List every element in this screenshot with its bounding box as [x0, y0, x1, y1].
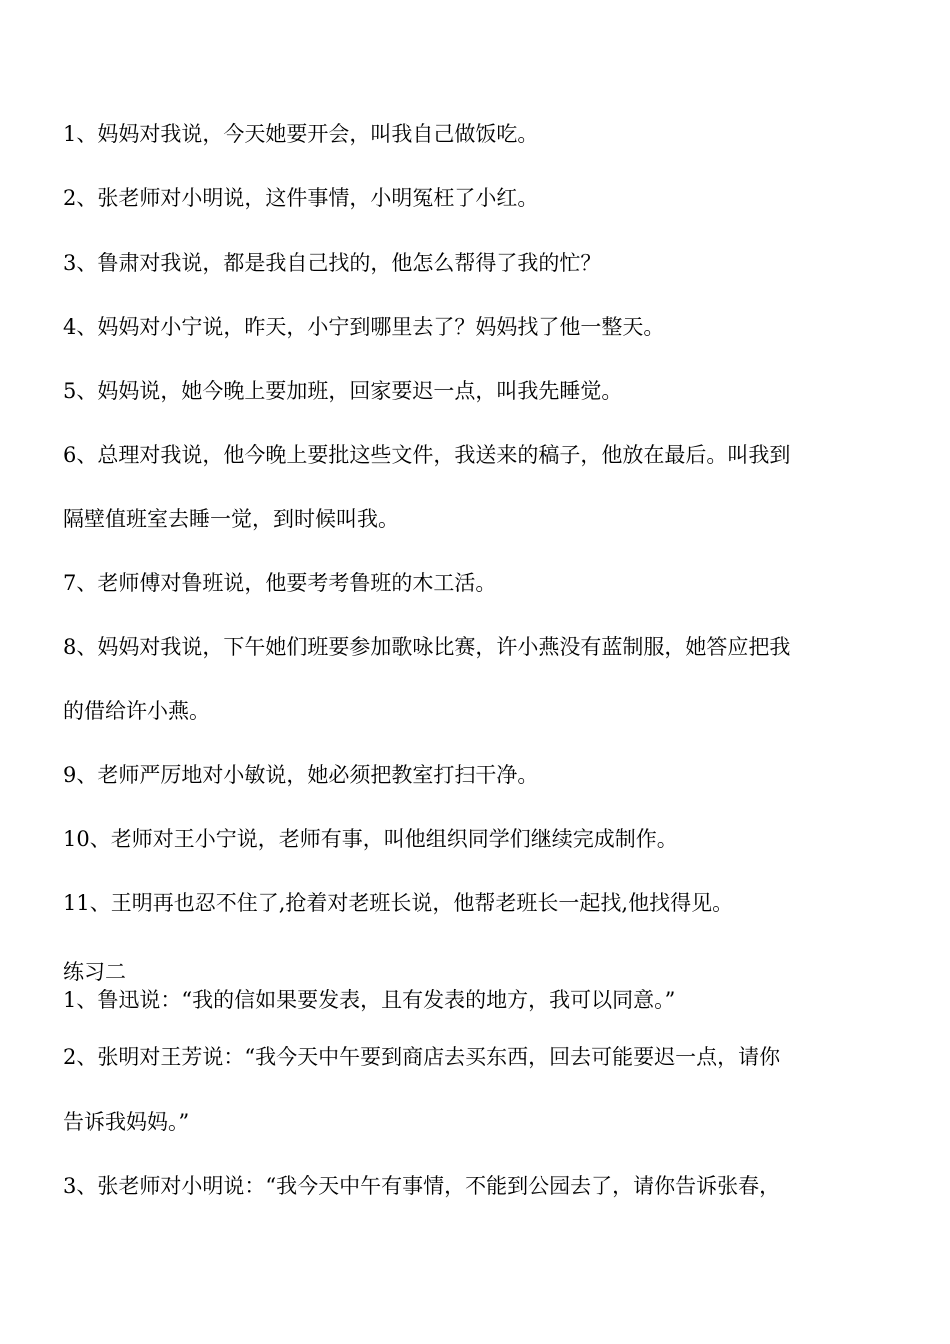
exercise-two-heading: 练习二 [63, 960, 126, 984]
exercise-one-item-8-cont: 的借给许小燕。 [63, 699, 210, 723]
exercise-one-item-3: 3、鲁肃对我说，都是我自己找的，他怎么帮得了我的忙？ [63, 251, 602, 275]
exercise-one-item-11: 11、王明再也忍不住了,抢着对老班长说，他帮老班长一起找,他找得见。 [63, 891, 734, 915]
exercise-one-item-4: 4、妈妈对小宁说，昨天，小宁到哪里去了？妈妈找了他一整天。 [63, 315, 665, 339]
exercise-one-item-6: 6、总理对我说，他今晚上要批这些文件，我送来的稿子，他放在最后。叫我到 [63, 443, 791, 467]
exercise-two-item-2: 2、张明对王芳说：“我今天中午要到商店去买东西，回去可能要迟一点，请你 [63, 1045, 781, 1069]
exercise-one-item-6-cont: 隔壁值班室去睡一觉，到时候叫我。 [63, 507, 399, 531]
exercise-one-item-9: 9、老师严厉地对小敏说，她必须把教室打扫干净。 [63, 763, 539, 787]
exercise-one-item-7: 7、老师傅对鲁班说，他要考考鲁班的木工活。 [63, 571, 497, 595]
exercise-one-item-1: 1、妈妈对我说，今天她要开会，叫我自己做饭吃。 [63, 122, 539, 146]
exercise-one-item-10: 10、老师对王小宁说，老师有事，叫他组织同学们继续完成制作。 [63, 827, 678, 851]
exercise-one-item-2: 2、张老师对小明说，这件事情，小明冤枉了小红。 [63, 186, 539, 210]
exercise-one-item-5: 5、妈妈说，她今晚上要加班，回家要迟一点，叫我先睡觉。 [63, 379, 623, 403]
exercise-two-item-1: 1、鲁迅说：“我的信如果要发表，且有发表的地方，我可以同意。” [63, 988, 676, 1012]
exercise-two-item-3: 3、张老师对小明说：“我今天中午有事情，不能到公园去了，请你告诉张春， [63, 1174, 781, 1198]
exercise-one-item-8: 8、妈妈对我说，下午她们班要参加歌咏比赛，许小燕没有蓝制服，她答应把我 [63, 635, 791, 659]
exercise-two-item-2-cont: 告诉我妈妈。” [63, 1110, 190, 1134]
